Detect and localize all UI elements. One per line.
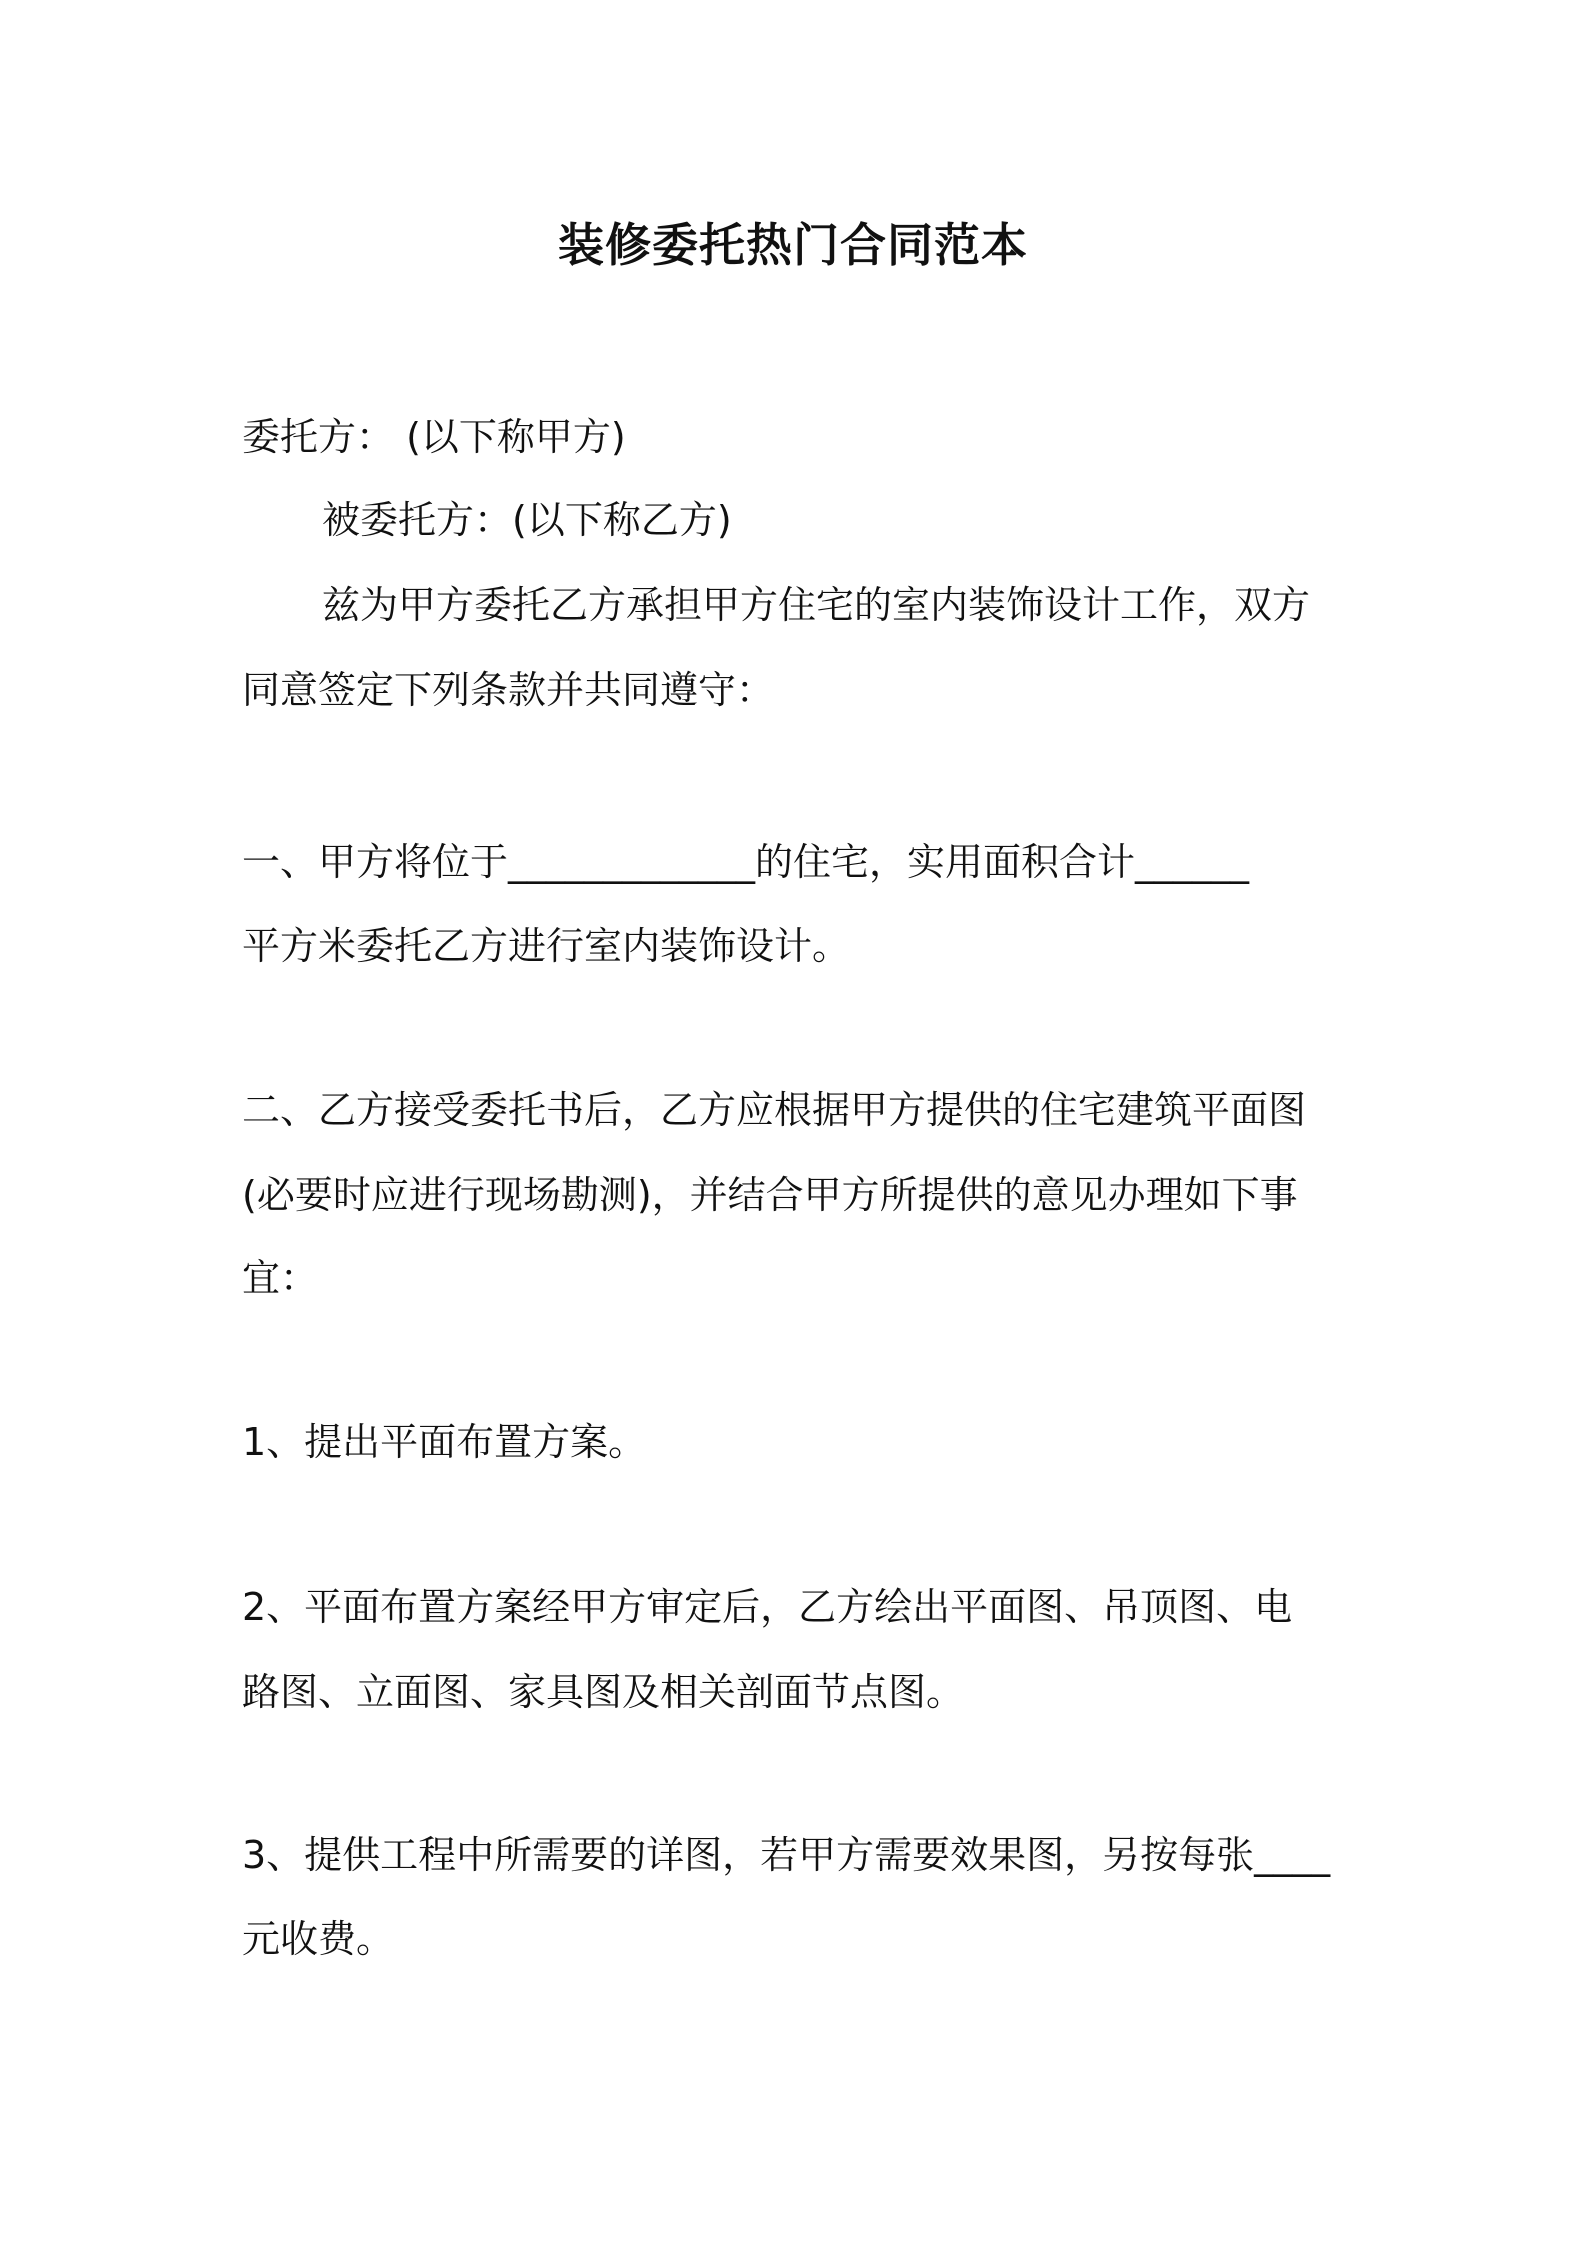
intro-line-2: 同意签定下列条款并共同遵守： (242, 668, 775, 712)
item-2-line-1: 2、平面布置方案经甲方审定后，乙方绘出平面图、吊顶图、电 (242, 1585, 1293, 1629)
clause-2-line-1: 二、乙方接受委托书后，乙方应根据甲方提供的住宅建筑平面图 (242, 1088, 1307, 1132)
document-title: 装修委托热门合同范本 (558, 218, 1028, 272)
clause-2-line-2: (必要时应进行现场勘测)，并结合甲方所提供的意见办理如下事 (242, 1173, 1298, 1217)
clause-2-line-3: 宜： (242, 1256, 319, 1300)
item-1-line: 1、提出平面布置方案。 (242, 1420, 647, 1464)
contractor-line: 被委托方：(以下称乙方) (322, 498, 732, 542)
item-3-line-1: 3、提供工程中所需要的详图，若甲方需要效果图，另按每张____ (242, 1833, 1331, 1877)
clause-1-line-1: 一、甲方将位于_____________的住宅，实用面积合计______ (242, 840, 1250, 884)
item-2-line-2: 路图、立面图、家具图及相关剖面节点图。 (242, 1670, 965, 1714)
clause-1-line-2: 平方米委托乙方进行室内装饰设计。 (242, 924, 851, 968)
item-3-line-2: 元收费。 (242, 1917, 395, 1961)
client-line: 委托方： (以下称甲方) (242, 415, 626, 459)
intro-line-1: 兹为甲方委托乙方承担甲方住宅的室内装饰设计工作，双方 (322, 583, 1311, 627)
